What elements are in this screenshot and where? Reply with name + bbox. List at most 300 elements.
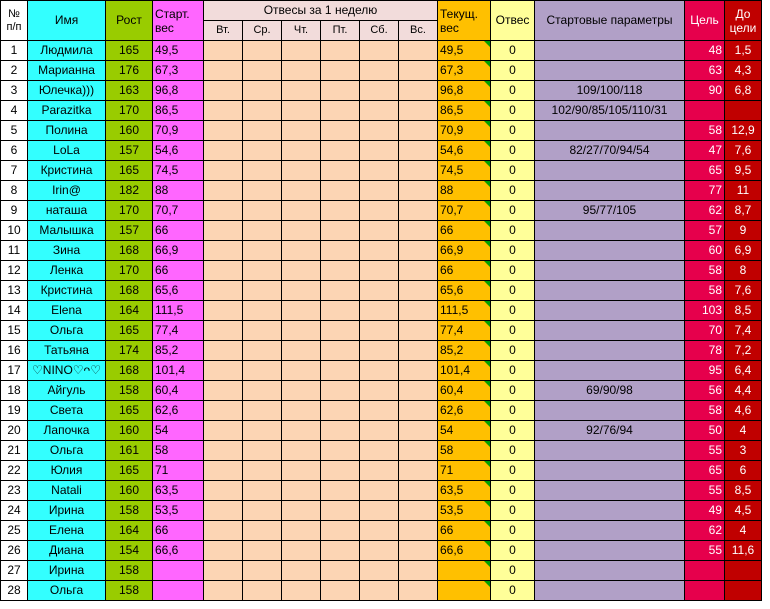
day-cell[interactable] xyxy=(399,461,438,481)
current-weight-cell[interactable]: 66 xyxy=(438,261,491,281)
start-weight-cell[interactable]: 67,3 xyxy=(153,61,204,81)
name-cell[interactable]: Зина xyxy=(28,241,106,261)
name-cell[interactable]: Лапочка xyxy=(28,421,106,441)
loss-cell[interactable]: 0 xyxy=(491,561,535,581)
day-cell[interactable] xyxy=(399,521,438,541)
day-cell[interactable] xyxy=(360,461,399,481)
day-cell[interactable] xyxy=(243,61,282,81)
day-cell[interactable] xyxy=(243,581,282,601)
day-cell[interactable] xyxy=(321,201,360,221)
start-params-cell[interactable] xyxy=(535,461,685,481)
day-cell[interactable] xyxy=(360,181,399,201)
loss-cell[interactable]: 0 xyxy=(491,521,535,541)
start-params-cell[interactable]: 95/77/105 xyxy=(535,201,685,221)
to-goal-cell[interactable]: 8,5 xyxy=(725,481,762,501)
height-cell[interactable]: 168 xyxy=(106,241,153,261)
current-weight-cell[interactable]: 49,5 xyxy=(438,41,491,61)
day-cell[interactable] xyxy=(399,241,438,261)
name-cell[interactable]: LoLa xyxy=(28,141,106,161)
day-cell[interactable] xyxy=(399,501,438,521)
start-params-cell[interactable] xyxy=(535,581,685,601)
day-cell[interactable] xyxy=(321,61,360,81)
row-number-cell[interactable]: 19 xyxy=(1,401,28,421)
day-cell[interactable] xyxy=(399,361,438,381)
height-cell[interactable]: 160 xyxy=(106,121,153,141)
row-number-cell[interactable]: 15 xyxy=(1,321,28,341)
day-cell[interactable] xyxy=(282,381,321,401)
goal-cell[interactable]: 62 xyxy=(685,201,725,221)
loss-cell[interactable]: 0 xyxy=(491,481,535,501)
row-number-cell[interactable]: 17 xyxy=(1,361,28,381)
row-number-cell[interactable]: 27 xyxy=(1,561,28,581)
start-params-cell[interactable] xyxy=(535,341,685,361)
height-cell[interactable]: 165 xyxy=(106,41,153,61)
day-cell[interactable] xyxy=(204,561,243,581)
to-goal-cell[interactable]: 9,5 xyxy=(725,161,762,181)
loss-cell[interactable]: 0 xyxy=(491,361,535,381)
name-cell[interactable]: Ольга xyxy=(28,581,106,601)
start-params-cell[interactable]: 109/100/118 xyxy=(535,81,685,101)
loss-cell[interactable]: 0 xyxy=(491,301,535,321)
name-cell[interactable]: наташа xyxy=(28,201,106,221)
day-cell[interactable] xyxy=(399,101,438,121)
height-cell[interactable]: 160 xyxy=(106,481,153,501)
day-cell[interactable] xyxy=(360,441,399,461)
day-cell[interactable] xyxy=(321,561,360,581)
to-goal-cell[interactable]: 8,7 xyxy=(725,201,762,221)
day-cell[interactable] xyxy=(243,401,282,421)
day-cell[interactable] xyxy=(321,141,360,161)
name-cell[interactable]: Ольга xyxy=(28,441,106,461)
loss-cell[interactable]: 0 xyxy=(491,501,535,521)
day-cell[interactable] xyxy=(282,341,321,361)
height-cell[interactable]: 164 xyxy=(106,301,153,321)
day-cell[interactable] xyxy=(360,481,399,501)
day-cell[interactable] xyxy=(204,481,243,501)
name-cell[interactable]: Полина xyxy=(28,121,106,141)
day-cell[interactable] xyxy=(360,281,399,301)
header-day[interactable]: Пт. xyxy=(321,21,360,41)
day-cell[interactable] xyxy=(399,121,438,141)
day-cell[interactable] xyxy=(321,281,360,301)
current-weight-cell[interactable]: 88 xyxy=(438,181,491,201)
day-cell[interactable] xyxy=(204,281,243,301)
name-cell[interactable]: Ольга xyxy=(28,321,106,341)
day-cell[interactable] xyxy=(399,341,438,361)
to-goal-cell[interactable]: 6,9 xyxy=(725,241,762,261)
day-cell[interactable] xyxy=(204,121,243,141)
day-cell[interactable] xyxy=(360,241,399,261)
day-cell[interactable] xyxy=(243,41,282,61)
day-cell[interactable] xyxy=(204,421,243,441)
day-cell[interactable] xyxy=(399,401,438,421)
start-weight-cell[interactable]: 66 xyxy=(153,221,204,241)
height-cell[interactable]: 163 xyxy=(106,81,153,101)
header-to-goal[interactable]: До цели xyxy=(725,1,762,41)
day-cell[interactable] xyxy=(243,241,282,261)
to-goal-cell[interactable]: 1,5 xyxy=(725,41,762,61)
header-loss[interactable]: Отвес xyxy=(491,1,535,41)
goal-cell[interactable]: 47 xyxy=(685,141,725,161)
day-cell[interactable] xyxy=(243,441,282,461)
day-cell[interactable] xyxy=(282,281,321,301)
start-params-cell[interactable]: 82/27/70/94/54 xyxy=(535,141,685,161)
day-cell[interactable] xyxy=(243,121,282,141)
day-cell[interactable] xyxy=(282,61,321,81)
day-cell[interactable] xyxy=(282,181,321,201)
start-params-cell[interactable]: 102/90/85/105/110/31 xyxy=(535,101,685,121)
day-cell[interactable] xyxy=(360,201,399,221)
name-cell[interactable]: Людмила xyxy=(28,41,106,61)
row-number-cell[interactable]: 4 xyxy=(1,101,28,121)
day-cell[interactable] xyxy=(321,341,360,361)
day-cell[interactable] xyxy=(243,341,282,361)
day-cell[interactable] xyxy=(243,321,282,341)
day-cell[interactable] xyxy=(282,241,321,261)
to-goal-cell[interactable]: 8 xyxy=(725,261,762,281)
goal-cell[interactable]: 62 xyxy=(685,521,725,541)
day-cell[interactable] xyxy=(204,361,243,381)
height-cell[interactable]: 158 xyxy=(106,581,153,601)
current-weight-cell[interactable] xyxy=(438,581,491,601)
day-cell[interactable] xyxy=(399,541,438,561)
day-cell[interactable] xyxy=(321,121,360,141)
start-weight-cell[interactable]: 74,5 xyxy=(153,161,204,181)
day-cell[interactable] xyxy=(321,81,360,101)
to-goal-cell[interactable] xyxy=(725,561,762,581)
day-cell[interactable] xyxy=(321,461,360,481)
name-cell[interactable]: Parazitka xyxy=(28,101,106,121)
start-params-cell[interactable] xyxy=(535,301,685,321)
day-cell[interactable] xyxy=(399,201,438,221)
loss-cell[interactable]: 0 xyxy=(491,441,535,461)
header-day[interactable]: Ср. xyxy=(243,21,282,41)
to-goal-cell[interactable]: 4,4 xyxy=(725,381,762,401)
day-cell[interactable] xyxy=(321,481,360,501)
start-params-cell[interactable] xyxy=(535,241,685,261)
goal-cell[interactable]: 55 xyxy=(685,541,725,561)
row-number-cell[interactable]: 9 xyxy=(1,201,28,221)
start-weight-cell[interactable]: 96,8 xyxy=(153,81,204,101)
start-weight-cell[interactable] xyxy=(153,581,204,601)
goal-cell[interactable]: 58 xyxy=(685,401,725,421)
loss-cell[interactable]: 0 xyxy=(491,321,535,341)
name-cell[interactable]: Ирина xyxy=(28,501,106,521)
start-weight-cell[interactable]: 66 xyxy=(153,261,204,281)
row-number-cell[interactable]: 7 xyxy=(1,161,28,181)
goal-cell[interactable]: 50 xyxy=(685,421,725,441)
name-cell[interactable]: Кристина xyxy=(28,281,106,301)
current-weight-cell[interactable]: 58 xyxy=(438,441,491,461)
goal-cell[interactable]: 60 xyxy=(685,241,725,261)
start-params-cell[interactable] xyxy=(535,441,685,461)
current-weight-cell[interactable]: 54,6 xyxy=(438,141,491,161)
day-cell[interactable] xyxy=(360,361,399,381)
name-cell[interactable]: ♡NINO♡ᴖ♡ xyxy=(28,361,106,381)
day-cell[interactable] xyxy=(204,181,243,201)
loss-cell[interactable]: 0 xyxy=(491,81,535,101)
day-cell[interactable] xyxy=(204,201,243,221)
day-cell[interactable] xyxy=(399,441,438,461)
start-params-cell[interactable] xyxy=(535,41,685,61)
goal-cell[interactable]: 65 xyxy=(685,461,725,481)
height-cell[interactable]: 154 xyxy=(106,541,153,561)
start-weight-cell[interactable]: 71 xyxy=(153,461,204,481)
day-cell[interactable] xyxy=(204,521,243,541)
loss-cell[interactable]: 0 xyxy=(491,401,535,421)
day-cell[interactable] xyxy=(399,61,438,81)
start-params-cell[interactable] xyxy=(535,361,685,381)
goal-cell[interactable]: 58 xyxy=(685,261,725,281)
day-cell[interactable] xyxy=(321,401,360,421)
loss-cell[interactable]: 0 xyxy=(491,161,535,181)
day-cell[interactable] xyxy=(204,541,243,561)
row-number-cell[interactable]: 20 xyxy=(1,421,28,441)
day-cell[interactable] xyxy=(243,161,282,181)
day-cell[interactable] xyxy=(243,561,282,581)
goal-cell[interactable]: 49 xyxy=(685,501,725,521)
day-cell[interactable] xyxy=(360,541,399,561)
current-weight-cell[interactable]: 60,4 xyxy=(438,381,491,401)
row-number-cell[interactable]: 13 xyxy=(1,281,28,301)
day-cell[interactable] xyxy=(204,441,243,461)
start-weight-cell[interactable]: 63,5 xyxy=(153,481,204,501)
day-cell[interactable] xyxy=(399,301,438,321)
goal-cell[interactable]: 78 xyxy=(685,341,725,361)
current-weight-cell[interactable]: 67,3 xyxy=(438,61,491,81)
current-weight-cell[interactable]: 71 xyxy=(438,461,491,481)
loss-cell[interactable]: 0 xyxy=(491,141,535,161)
day-cell[interactable] xyxy=(282,361,321,381)
name-cell[interactable]: Ленка xyxy=(28,261,106,281)
to-goal-cell[interactable]: 6,8 xyxy=(725,81,762,101)
start-params-cell[interactable] xyxy=(535,161,685,181)
header-height[interactable]: Рост xyxy=(106,1,153,41)
day-cell[interactable] xyxy=(204,261,243,281)
start-weight-cell[interactable]: 58 xyxy=(153,441,204,461)
height-cell[interactable]: 165 xyxy=(106,461,153,481)
day-cell[interactable] xyxy=(360,61,399,81)
height-cell[interactable]: 165 xyxy=(106,401,153,421)
start-weight-cell[interactable]: 86,5 xyxy=(153,101,204,121)
day-cell[interactable] xyxy=(282,301,321,321)
loss-cell[interactable]: 0 xyxy=(491,581,535,601)
day-cell[interactable] xyxy=(282,401,321,421)
loss-cell[interactable]: 0 xyxy=(491,261,535,281)
current-weight-cell[interactable]: 63,5 xyxy=(438,481,491,501)
to-goal-cell[interactable] xyxy=(725,581,762,601)
start-weight-cell[interactable]: 66,6 xyxy=(153,541,204,561)
day-cell[interactable] xyxy=(360,81,399,101)
goal-cell[interactable]: 58 xyxy=(685,281,725,301)
loss-cell[interactable]: 0 xyxy=(491,101,535,121)
height-cell[interactable]: 182 xyxy=(106,181,153,201)
loss-cell[interactable]: 0 xyxy=(491,281,535,301)
header-week-title[interactable]: Отвесы за 1 неделю xyxy=(204,1,438,21)
start-weight-cell[interactable]: 65,6 xyxy=(153,281,204,301)
day-cell[interactable] xyxy=(282,201,321,221)
loss-cell[interactable]: 0 xyxy=(491,341,535,361)
start-weight-cell[interactable]: 60,4 xyxy=(153,381,204,401)
goal-cell[interactable]: 48 xyxy=(685,41,725,61)
row-number-cell[interactable]: 8 xyxy=(1,181,28,201)
day-cell[interactable] xyxy=(321,301,360,321)
day-cell[interactable] xyxy=(399,181,438,201)
name-cell[interactable]: Ирина xyxy=(28,561,106,581)
day-cell[interactable] xyxy=(321,181,360,201)
day-cell[interactable] xyxy=(204,81,243,101)
day-cell[interactable] xyxy=(399,261,438,281)
name-cell[interactable]: Natali xyxy=(28,481,106,501)
to-goal-cell[interactable]: 9 xyxy=(725,221,762,241)
height-cell[interactable]: 164 xyxy=(106,521,153,541)
day-cell[interactable] xyxy=(360,141,399,161)
day-cell[interactable] xyxy=(282,41,321,61)
to-goal-cell[interactable]: 4,6 xyxy=(725,401,762,421)
to-goal-cell[interactable]: 12,9 xyxy=(725,121,762,141)
start-params-cell[interactable] xyxy=(535,501,685,521)
day-cell[interactable] xyxy=(204,101,243,121)
height-cell[interactable]: 160 xyxy=(106,421,153,441)
current-weight-cell[interactable]: 66 xyxy=(438,521,491,541)
height-cell[interactable]: 157 xyxy=(106,221,153,241)
day-cell[interactable] xyxy=(204,321,243,341)
name-cell[interactable]: Елена xyxy=(28,521,106,541)
row-number-cell[interactable]: 3 xyxy=(1,81,28,101)
current-weight-cell[interactable]: 66,9 xyxy=(438,241,491,261)
day-cell[interactable] xyxy=(321,501,360,521)
day-cell[interactable] xyxy=(243,461,282,481)
row-number-cell[interactable]: 28 xyxy=(1,581,28,601)
to-goal-cell[interactable]: 4,5 xyxy=(725,501,762,521)
day-cell[interactable] xyxy=(360,41,399,61)
height-cell[interactable]: 157 xyxy=(106,141,153,161)
to-goal-cell[interactable]: 7,2 xyxy=(725,341,762,361)
day-cell[interactable] xyxy=(399,421,438,441)
start-weight-cell[interactable]: 53,5 xyxy=(153,501,204,521)
day-cell[interactable] xyxy=(282,521,321,541)
start-weight-cell[interactable]: 77,4 xyxy=(153,321,204,341)
day-cell[interactable] xyxy=(360,161,399,181)
day-cell[interactable] xyxy=(321,361,360,381)
day-cell[interactable] xyxy=(321,41,360,61)
current-weight-cell[interactable]: 101,4 xyxy=(438,361,491,381)
goal-cell[interactable]: 103 xyxy=(685,301,725,321)
day-cell[interactable] xyxy=(399,161,438,181)
day-cell[interactable] xyxy=(282,81,321,101)
day-cell[interactable] xyxy=(321,321,360,341)
day-cell[interactable] xyxy=(321,221,360,241)
day-cell[interactable] xyxy=(243,421,282,441)
name-cell[interactable]: Марианна xyxy=(28,61,106,81)
start-params-cell[interactable] xyxy=(535,61,685,81)
start-params-cell[interactable] xyxy=(535,481,685,501)
day-cell[interactable] xyxy=(282,541,321,561)
name-cell[interactable]: Юлия xyxy=(28,461,106,481)
name-cell[interactable]: Elena xyxy=(28,301,106,321)
day-cell[interactable] xyxy=(204,41,243,61)
day-cell[interactable] xyxy=(399,321,438,341)
day-cell[interactable] xyxy=(321,161,360,181)
name-cell[interactable]: Диана xyxy=(28,541,106,561)
name-cell[interactable]: Irin@ xyxy=(28,181,106,201)
to-goal-cell[interactable]: 7,6 xyxy=(725,141,762,161)
start-params-cell[interactable] xyxy=(535,541,685,561)
height-cell[interactable]: 170 xyxy=(106,201,153,221)
start-params-cell[interactable] xyxy=(535,281,685,301)
start-params-cell[interactable]: 92/76/94 xyxy=(535,421,685,441)
day-cell[interactable] xyxy=(243,261,282,281)
day-cell[interactable] xyxy=(243,101,282,121)
start-weight-cell[interactable]: 54 xyxy=(153,421,204,441)
current-weight-cell[interactable]: 96,8 xyxy=(438,81,491,101)
day-cell[interactable] xyxy=(399,481,438,501)
day-cell[interactable] xyxy=(321,381,360,401)
day-cell[interactable] xyxy=(243,361,282,381)
day-cell[interactable] xyxy=(282,321,321,341)
header-day[interactable]: Вс. xyxy=(399,21,438,41)
day-cell[interactable] xyxy=(399,281,438,301)
current-weight-cell[interactable]: 53,5 xyxy=(438,501,491,521)
day-cell[interactable] xyxy=(243,141,282,161)
goal-cell[interactable]: 65 xyxy=(685,161,725,181)
day-cell[interactable] xyxy=(360,401,399,421)
day-cell[interactable] xyxy=(399,381,438,401)
row-number-cell[interactable]: 2 xyxy=(1,61,28,81)
loss-cell[interactable]: 0 xyxy=(491,181,535,201)
height-cell[interactable]: 165 xyxy=(106,321,153,341)
header-day[interactable]: Чт. xyxy=(282,21,321,41)
row-number-cell[interactable]: 6 xyxy=(1,141,28,161)
loss-cell[interactable]: 0 xyxy=(491,221,535,241)
current-weight-cell[interactable]: 70,7 xyxy=(438,201,491,221)
header-day[interactable]: Вт. xyxy=(204,21,243,41)
height-cell[interactable]: 170 xyxy=(106,101,153,121)
start-params-cell[interactable] xyxy=(535,181,685,201)
height-cell[interactable]: 168 xyxy=(106,361,153,381)
row-number-cell[interactable]: 21 xyxy=(1,441,28,461)
goal-cell[interactable]: 55 xyxy=(685,441,725,461)
day-cell[interactable] xyxy=(282,441,321,461)
current-weight-cell[interactable]: 54 xyxy=(438,421,491,441)
start-weight-cell[interactable] xyxy=(153,561,204,581)
header-name[interactable]: Имя xyxy=(28,1,106,41)
to-goal-cell[interactable] xyxy=(725,101,762,121)
day-cell[interactable] xyxy=(360,561,399,581)
height-cell[interactable]: 158 xyxy=(106,561,153,581)
day-cell[interactable] xyxy=(321,101,360,121)
header-goal[interactable]: Цель xyxy=(685,1,725,41)
name-cell[interactable]: Малышка xyxy=(28,221,106,241)
start-weight-cell[interactable]: 54,6 xyxy=(153,141,204,161)
day-cell[interactable] xyxy=(204,241,243,261)
to-goal-cell[interactable]: 4 xyxy=(725,521,762,541)
loss-cell[interactable]: 0 xyxy=(491,381,535,401)
height-cell[interactable]: 165 xyxy=(106,161,153,181)
day-cell[interactable] xyxy=(321,421,360,441)
day-cell[interactable] xyxy=(243,301,282,321)
day-cell[interactable] xyxy=(321,441,360,461)
goal-cell[interactable]: 63 xyxy=(685,61,725,81)
loss-cell[interactable]: 0 xyxy=(491,461,535,481)
name-cell[interactable]: Айгуль xyxy=(28,381,106,401)
current-weight-cell[interactable]: 62,6 xyxy=(438,401,491,421)
to-goal-cell[interactable]: 6,4 xyxy=(725,361,762,381)
to-goal-cell[interactable]: 4,3 xyxy=(725,61,762,81)
day-cell[interactable] xyxy=(360,581,399,601)
current-weight-cell[interactable]: 65,6 xyxy=(438,281,491,301)
start-weight-cell[interactable]: 62,6 xyxy=(153,401,204,421)
